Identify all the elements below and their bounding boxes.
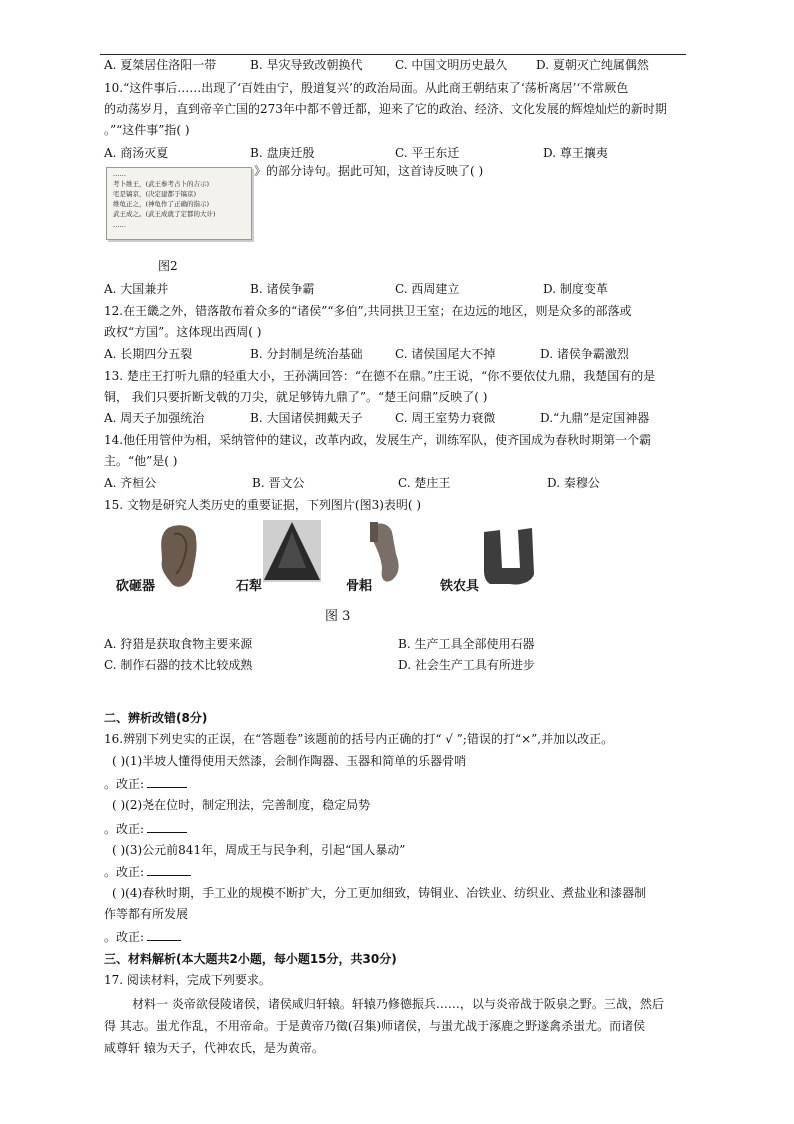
section-2-title: 二、辨析改错(8分): [104, 711, 208, 725]
q14-option-b: B. 晋文公: [252, 476, 305, 490]
q10-option-c: C. 平王东迁: [395, 146, 460, 160]
q13-stem-line2: 铜， 我们只要折断戈戟的刀尖，就足够铸九鼎了”。“楚王问鼎”反映了( ): [104, 390, 488, 404]
q10-stem-line3: 。”“这件事”指( ): [104, 123, 190, 137]
q13-option-c: C. 周王室势力衰微: [395, 411, 496, 425]
correction-blank[interactable]: [147, 863, 191, 876]
figure-2-label: 图2: [158, 259, 178, 273]
section-3-title: 三、材料解析(本大题共2小题，每小题15分，共30分): [104, 952, 397, 966]
header-rule: [100, 54, 686, 55]
q10-stem-line1: 10.“这件事后……出现了‘百姓由宁，殷道复兴’的政治局面。从此商王朝结束了‘荡析离居’‘不常厥色: [104, 81, 629, 95]
q16-item-4-cont: 作等都有所发展: [104, 907, 189, 921]
tool-label-iron-tool: 铁农具: [440, 579, 480, 594]
q13-option-d: D.“九鼎”是定国神器: [540, 411, 650, 425]
poem-line: 宅是镐京，(决定建都于镐京): [113, 190, 197, 198]
q14-stem-line1: 14.他任用管仲为相，采纳管仲的建议，改革内政，发展生产，训练军队，使齐国成为春秋时期第一个霸: [104, 433, 652, 447]
q15-option-d: D. 社会生产工具有所进步: [398, 658, 535, 672]
tool-label-chopper: 砍砸器: [116, 579, 156, 594]
q15-stem: 15. 文物是研究人类历史的重要证据，下列图片(图3)表明( ): [104, 498, 422, 512]
q11-option-b: B. 诸侯争霸: [250, 282, 315, 296]
poem-line: 维龟正之，(神龟作了正确的指示): [113, 200, 210, 208]
poem-dots-bottom: ……: [113, 221, 126, 229]
q12-option-b: B. 分封制是统治基础: [250, 347, 363, 361]
poem-figure: [106, 167, 252, 240]
q9-option-c: C. 中国文明历史最久: [395, 58, 508, 72]
q16-correction-3: 。改正:: [104, 863, 191, 880]
q16-item-4: ( )(4)春秋时期，手工业的规模不断扩大，分工更加细致，铸铜业、冶铁业、纺织业、煮盐业和漆器制: [112, 886, 647, 900]
q11-stem: 》的部分诗句。据此可知，这首诗反映了( ): [254, 164, 484, 178]
material-1-line3: 咸尊轩 辕为天子，代神农氏，是为黄帝。: [104, 1041, 324, 1055]
q16-item-3: ( )(3)公元前841年，周成王与民争利，引起“国人暴动”: [112, 843, 406, 857]
correction-blank[interactable]: [147, 820, 187, 833]
q12-stem-line1: 12.在王畿之外，错落散布着众多的“诸侯”“多伯”,共同拱卫王室；在边远的地区，则是众多的部落或: [104, 304, 632, 318]
poem-dots-top: ……: [113, 170, 126, 178]
figure-3-label: 图 3: [325, 609, 351, 624]
q12-option-c: C. 诸侯国尾大不掉: [395, 347, 496, 361]
q12-stem-line2: 政权“方国”。这体现出西周( ): [104, 325, 262, 339]
tool-label-stone-plough: 石犁: [236, 579, 263, 594]
q16-item-1: ( )(1)半坡人懂得使用天然漆，会制作陶器、玉器和简单的乐器骨哨: [112, 754, 467, 768]
correction-blank[interactable]: [147, 775, 187, 788]
q12-option-a: A. 长期四分五裂: [104, 347, 193, 361]
q13-option-b: B. 大国诸侯拥戴天子: [250, 411, 363, 425]
q14-option-a: A. 齐桓公: [104, 476, 157, 490]
q16-correction-2: 。改正:: [104, 820, 187, 837]
q11-option-d: D. 制度变革: [543, 282, 608, 296]
q10-stem-line2: 的动荡岁月，直到帝辛亡国的273年中都不曾迁都，迎来了它的政治、经济、文化发展的辉煌灿烂的新时期: [104, 102, 667, 116]
q16-correction-1: 。改正:: [104, 775, 187, 792]
q15-option-b: B. 生产工具全部使用石器: [398, 637, 535, 651]
figure-3-artifacts: [100, 518, 560, 596]
poem-line: 考卜维王，(武王参考占卜的吉示): [113, 180, 210, 188]
q14-stem-line2: 主。“他”是( ): [104, 454, 178, 468]
material-1-line2: 得 其志。蚩尤作乱，不用帝命。于是黄帝乃徵(召集)师诸侯，与蚩尤战于涿鹿之野遂禽杀蚩尤。而诸侯: [104, 1019, 646, 1033]
q17-stem: 17. 阅读材料，完成下列要求。: [104, 973, 271, 987]
q14-option-c: C. 楚庄王: [398, 476, 451, 490]
q10-option-b: B. 盘庚迁殷: [250, 146, 315, 160]
q12-option-d: D. 诸侯争霸激烈: [540, 347, 629, 361]
tool-label-bone-spade: 骨耜: [346, 579, 373, 594]
q9-option-b: B. 旱灾导致改朝换代: [250, 58, 363, 72]
q10-option-d: D. 尊王攘夷: [543, 146, 608, 160]
q15-option-a: A. 狩猎是获取食物主要来源: [104, 637, 253, 651]
q11-option-a: A. 大国兼并: [104, 282, 169, 296]
q16-instruction: 16.辨别下列史实的正误，在“答题卷”该题前的括号内正确的打“ √ ”;错误的打“×”,并加以改正。: [104, 732, 614, 746]
poem-line: 武王成之。(武王成就了定都的大计): [113, 210, 216, 218]
q10-option-a: A. 商汤灭夏: [104, 146, 169, 160]
q11-option-c: C. 西周建立: [395, 282, 460, 296]
q9-option-d: D. 夏朝灭亡纯属偶然: [536, 58, 649, 72]
correction-blank[interactable]: [147, 928, 181, 941]
q13-stem-line1: 13. 楚庄王打听九鼎的轻重大小，王孙满回答：“在德不在鼎。”庄王说，“你不要依仗九鼎，我楚国有的是: [104, 369, 656, 383]
q16-item-2: ( )(2)尧在位时，制定刑法，完善制度，稳定局势: [112, 798, 371, 812]
q16-correction-4: 。改正:: [104, 928, 181, 945]
q9-option-a: A. 夏桀居住洛阳一带: [104, 58, 217, 72]
material-1-line1: 材料一 炎帝欲侵陵诸侯，诸侯咸归轩辕。轩辕乃修德振兵……，以与炎帝战于阪泉之野。三战，然后: [132, 997, 664, 1011]
q14-option-d: D. 秦穆公: [547, 476, 600, 490]
q15-option-c: C. 制作石器的技术比较成熟: [104, 658, 253, 672]
q13-option-a: A. 周天子加强统治: [104, 411, 205, 425]
iron-tool-image: [484, 528, 534, 585]
